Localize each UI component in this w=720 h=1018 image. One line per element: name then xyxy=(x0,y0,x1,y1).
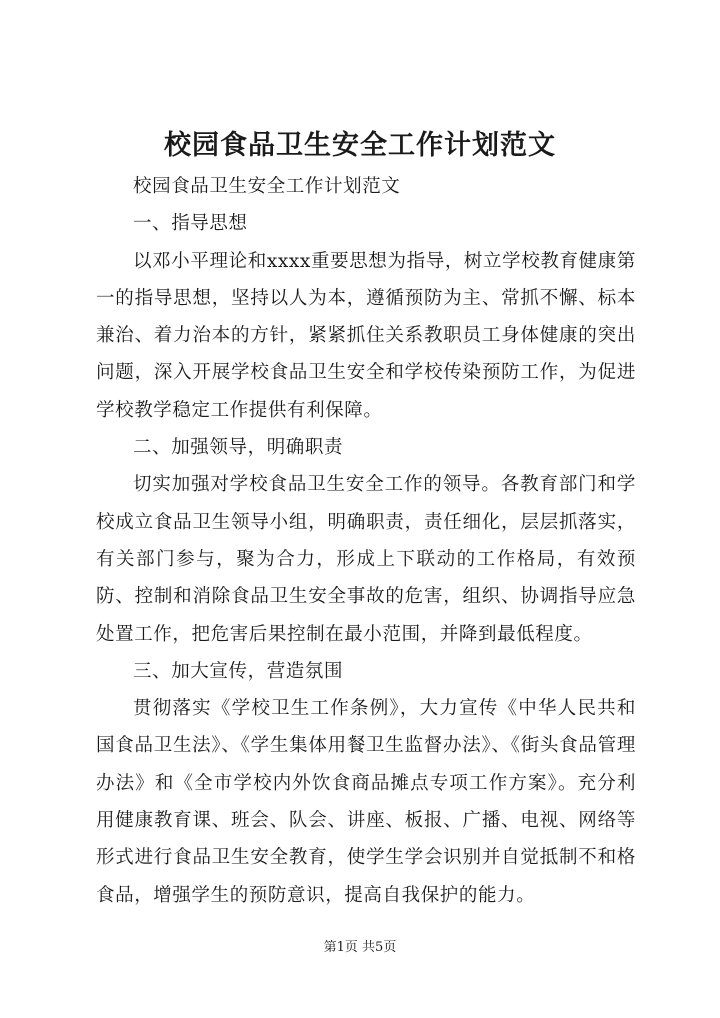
body-paragraph-2: 切实加强对学校食品卫生安全工作的领导。各教育部门和学校成立食品卫生领导小组，明确职责，责任细化，层层抓落实，有关部门参与，聚为合力，形成上下联动的工作格局，有效预防、控制和消除食品卫生安全事故的危害，组织、协调指导应急处置工作，把危害后果控制在最小范围，并降到最低程度。 xyxy=(96,474,636,645)
body-paragraph-1: 以邓小平理论和xxxx重要思想为指导，树立学校教育健康第一的指导思想，坚持以人为本，遵循预防为主、常抓不懈、标本兼治、着力治本的方针，紧紧抓住关系教职员工身体健康的突出问题，深入开展学校食品卫生安全和学校传染预防工作，为促进学校教学稳定工作提供有利保障。 xyxy=(96,250,636,421)
section-heading-1: 一、指导思想 xyxy=(133,213,248,235)
body-paragraph-3: 贯彻落实《学校卫生工作条例》，大力宣传《中华人民共和国食品卫生法》、《学生集体用餐卫生监督办法》、《街头食品管理办法》和《全市学校内外饮食商品摊点专项工作方案》。充分利用健康教育课、班会、队会、讲座、板报、广播、电视、网络等形式进行食品卫生安全教育，使学生学会识别并自觉抵制不和格食品，增强学生的预防意识，提高自我保护的能力。 xyxy=(96,698,636,906)
document-title: 校园食品卫生安全工作计划范文 xyxy=(164,130,556,161)
section-heading-3: 三、加大宣传，营造氛围 xyxy=(133,660,344,682)
section-heading-2: 二、加强领导，明确职责 xyxy=(133,437,344,459)
subtitle-paragraph: 校园食品卫生安全工作计划范文 xyxy=(133,176,401,197)
document-body xyxy=(96,168,636,914)
page-footer: 第1页 共5页 xyxy=(323,940,397,955)
